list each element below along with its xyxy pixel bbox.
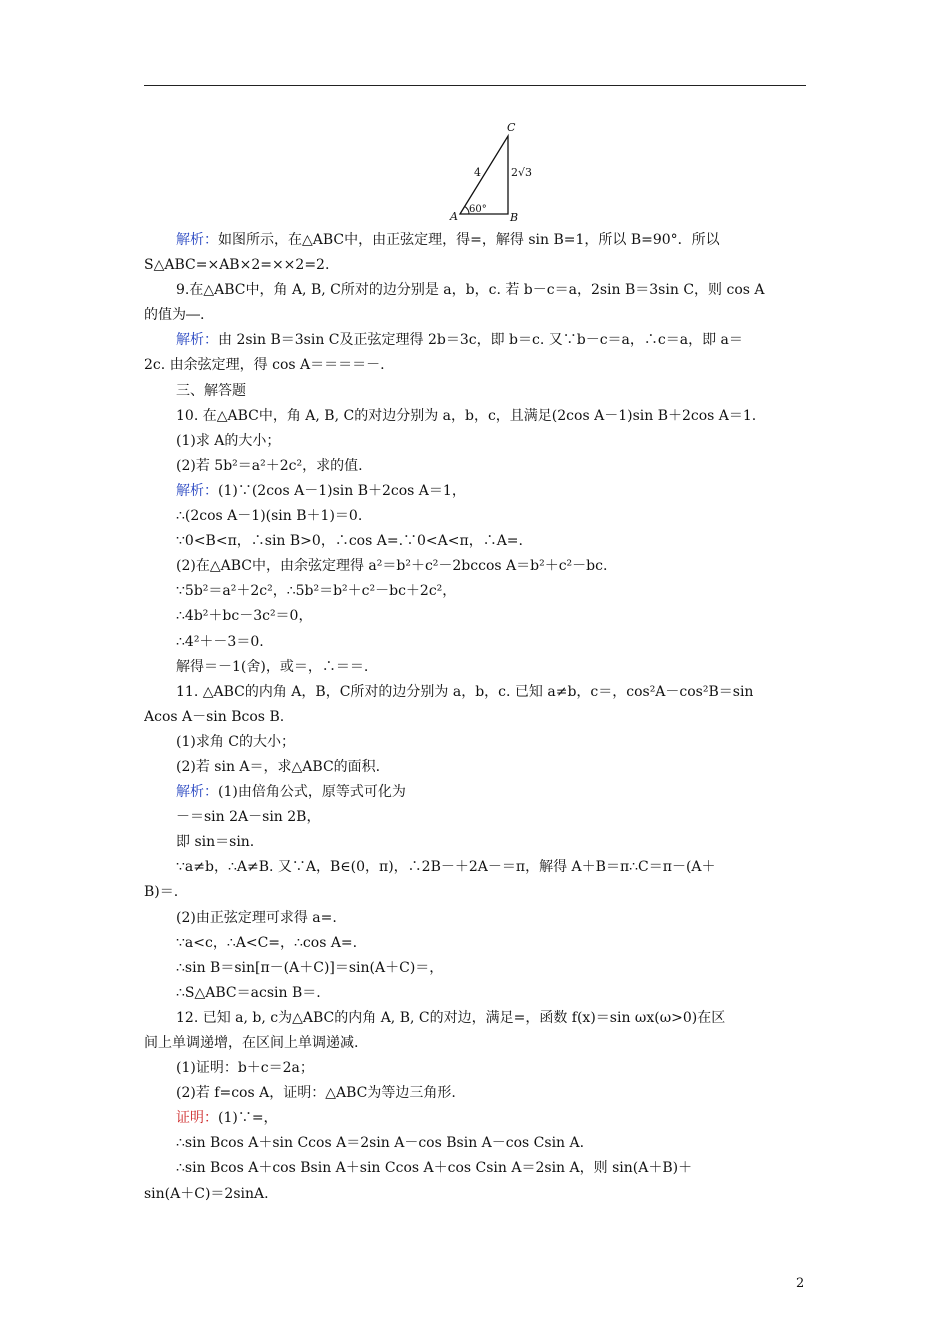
line-text: ∵0<B<π，∴sin B>0，∴cos A=.∵0<A<π，∴A=. [176, 533, 523, 550]
text-line [144, 956, 806, 981]
line-text: 10. 在△ABC中，角 A, B, C的对边分别为 a，b，c，且满足(2cos A－1)sin B＋2cos A＝1. [176, 407, 757, 424]
line-text: ∵a≠b，∴A≠B. 又∵A，B∈(0，π)，∴2B－＋2A－＝π，解得 A＋B＝π∴C＝π－(A＋ [176, 859, 716, 876]
text-line [144, 730, 806, 755]
line-text: (1)由倍角公式，原等式可化为 [218, 784, 406, 801]
line-text: (2)若 5b²＝a²＋2c²，求的值. [176, 457, 363, 474]
text-line [144, 705, 806, 730]
line-text: 间上单调递增，在区间上单调递减. [144, 1035, 359, 1051]
text-line [144, 1131, 806, 1156]
line-text: sin(A＋C)＝2sinA. [144, 1185, 269, 1202]
page-number: 2 [796, 1276, 805, 1291]
text-line [144, 1006, 806, 1031]
text-line [144, 830, 806, 855]
text-line [144, 554, 806, 579]
line-text: ∵5b²＝a²＋2c²，∴5b²＝b²＋c²－bc＋2c²， [176, 583, 457, 600]
text-line [144, 981, 806, 1006]
line-text: (1)求角 C的大小； [176, 733, 295, 750]
text-line [144, 931, 806, 956]
line-text: (2)若 f=cos A，证明：△ABC为等边三角形. [176, 1085, 456, 1102]
text-line [144, 328, 806, 353]
text-line [144, 604, 806, 629]
text-line [144, 253, 806, 278]
angle-label: 60° [469, 204, 487, 215]
line-text: ∴(2cos A－1)(sin B＋1)＝0. [176, 508, 363, 525]
text-line [144, 1031, 806, 1056]
line-text: (2)在△ABC中，由余弦定理得 a²＝b²＋c²－2bccos A＝b²＋c²－bc. [176, 558, 608, 575]
triangle-figure [440, 118, 540, 228]
line-text: (2)由正弦定理可求得 a=. [176, 909, 337, 926]
line-text: (1)求 A的大小； [176, 432, 281, 449]
line-text: ∵a<c，∴A<C=，∴cos A=. [176, 934, 358, 951]
text-line [144, 454, 806, 479]
solution-label: 证明： [176, 1110, 218, 1127]
text-line [144, 379, 806, 404]
line-text: B)＝. [144, 884, 179, 901]
line-text: Acos A－sin Bcos B. [144, 708, 285, 725]
text-line [144, 680, 806, 705]
line-text: (1)∵=， [218, 1110, 278, 1127]
text-line [144, 579, 806, 604]
text-line [144, 278, 806, 303]
solution-label: 解析： [176, 232, 218, 248]
line-text: ∴4²＋－3＝0. [176, 633, 264, 650]
text-line [144, 504, 806, 529]
line-text: ∴4b²＋bc－3c²＝0， [176, 608, 313, 625]
text-line [144, 303, 806, 328]
line-text: ∴S△ABC＝acsin B＝. [176, 984, 321, 1001]
triangle-diagram [440, 118, 540, 228]
triangle-shape [460, 136, 508, 214]
text-line [144, 906, 806, 931]
text-line [144, 353, 806, 378]
line-text: －＝sin 2A－sin 2B， [176, 809, 321, 826]
text-line [144, 1056, 806, 1081]
text-line [144, 404, 806, 429]
text-line [144, 880, 806, 905]
line-text: S△ABC=×AB×2=××2=2. [144, 257, 330, 274]
text-line [144, 529, 806, 554]
line-text: (1)∵(2cos A－1)sin B＋2cos A＝1， [218, 482, 466, 499]
line-text: 12. 已知 a, b, c为△ABC的内角 A, B, C的对边，满足=，函数 f(x)＝sin ωx(ω>0)在区 [176, 1009, 726, 1026]
vertex-c-label: C [507, 121, 516, 134]
text-line [144, 805, 806, 830]
text-line [144, 855, 806, 880]
text-line [144, 1156, 806, 1181]
side-ac-label: 4 [474, 166, 481, 179]
line-text: 2c. 由余弦定理，得 cos A＝＝＝＝－. [144, 357, 385, 374]
side-bc-label: 2√3 [511, 166, 533, 179]
line-text: 11. △ABC的内角 A，B，C所对的边分别为 a，b，c. 已知 a≠b，c＝，cos²A－cos²B＝sin [176, 683, 754, 700]
text-line [144, 1081, 806, 1106]
line-text: 由 2sin B＝3sin C及正弦定理得 2b＝3c，即 b＝c. 又∵b－c＝a，∴c＝a，即 a＝ [218, 332, 743, 349]
vertex-b-label: B [510, 211, 519, 224]
line-text: (2)若 sin A＝，求△ABC的面积. [176, 758, 381, 775]
text-line [144, 1106, 806, 1131]
document-body [144, 228, 806, 1207]
line-text: 9.在△ABC中，角 A, B, C所对的边分别是 a，b，c. 若 b－c＝a，2sin B＝3sin C，则 cos A [176, 282, 765, 299]
text-line [144, 655, 806, 680]
line-text: 解得＝－1(舍)，或＝，∴＝＝. [176, 658, 369, 675]
header-rule [144, 85, 806, 86]
text-line [144, 429, 806, 454]
text-line [144, 1182, 806, 1207]
line-text: 三、解答题 [176, 382, 246, 399]
text-line [144, 755, 806, 780]
solution-label: 解析： [176, 784, 218, 801]
line-text: ∴sin B＝sin[π－(A＋C)]＝sin(A＋C)＝， [176, 959, 444, 976]
text-line [144, 479, 806, 504]
line-text: ∴sin Bcos A＋cos Bsin A＋sin Ccos A＋cos Csin A＝2sin A，则 sin(A＋B)＋ [176, 1160, 693, 1177]
text-line [144, 228, 806, 253]
line-text: (1)证明：b＋c＝2a； [176, 1060, 314, 1077]
line-text: 的值为―. [144, 307, 205, 324]
line-text: 如图所示，在△ABC中，由正弦定理，得=，解得 sin B=1，所以 B=90°．所以 [218, 232, 720, 248]
solution-label: 解析： [176, 332, 218, 349]
line-text: 即 sin＝sin. [176, 834, 255, 851]
line-text: ∴sin Bcos A＋sin Ccos A＝2sin A－cos Bsin A－cos Csin A. [176, 1135, 585, 1152]
solution-label: 解析： [176, 482, 218, 499]
vertex-a-label: A [450, 210, 458, 223]
text-line [144, 780, 806, 805]
text-line [144, 630, 806, 655]
